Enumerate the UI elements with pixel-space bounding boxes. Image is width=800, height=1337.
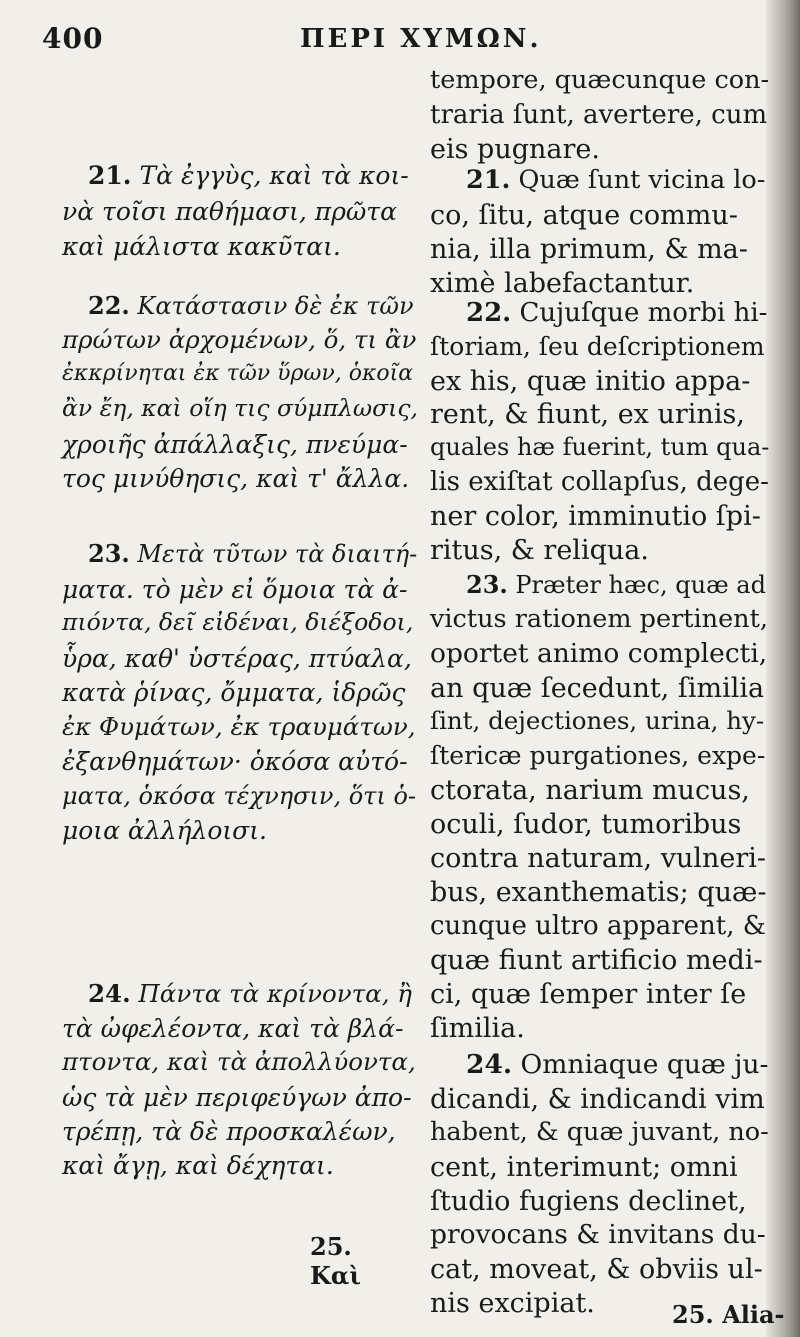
greek-para-23-line-3: πιόντα, δεῖ εἰδέναι, διέξοδοι,: [62, 608, 414, 636]
latin-para-23-line-12: quæ fiunt artificio medi-: [430, 945, 763, 976]
greek-para-23-line-1: 23. Μετὰ τῦτων τὰ διαιτή-: [88, 539, 418, 568]
latin-para-22-line-5: quales hæ fuerint, tum qua-: [430, 433, 770, 461]
latin-para-23-line-8: oculi, ſudor, tumoribus: [430, 809, 742, 840]
greek-para-24-line-3: πτοντα, καὶ τὰ ἀπολλύοντα,: [62, 1047, 416, 1076]
latin-para-21-line-1: 21. Quæ ſunt vicina lo-: [466, 165, 766, 195]
greek-para-22-line-4: ἂν ἔη, καὶ οἵη τις σύμπλωσις,: [62, 394, 418, 422]
greek-para-23-line-6: ἐκ Φυμάτων, ἐκ τραυμάτων,: [62, 712, 416, 741]
greek-para-23-line-9: μοια ἀλλήλοισι.: [62, 816, 267, 845]
greek-para-22-line-3: ἐκκρίνηται ἐκ τῶν ὕρων, ὁκοῖα: [62, 361, 414, 386]
latin-para-24-line-4: cent, interimunt; omni: [430, 1152, 738, 1183]
latin-intro-line-3: eis pugnare.: [430, 134, 600, 165]
latin-intro-line-2: traria ſunt, avertere, cum: [430, 100, 768, 130]
greek-para-21-line-1: 21. Τὰ ἐγγὺς, καὶ τὰ κοι-: [88, 161, 409, 190]
running-head: ΠΕΡΙ ΧΥΜΩΝ.: [300, 24, 542, 54]
greek-para-24-line-1: 24. Πάντα τὰ κρίνοντα, ἢ: [88, 979, 412, 1008]
latin-para-23-line-3: oportet animo complecti,: [430, 638, 768, 669]
greek-para-24-line-6: καὶ ἄγῃ, καὶ δέχηται.: [62, 1151, 334, 1180]
latin-para-23-line-13: ci, quæ ſemper inter ſe: [430, 979, 747, 1010]
latin-intro-line-1: tempore, quæcunque con-: [430, 65, 770, 95]
latin-para-22-line-6: lis exiſtat collapſus, dege-: [430, 467, 769, 497]
greek-para-22-line-1: 22. Κατάστασιν δὲ ἐκ τῶν: [88, 291, 414, 320]
latin-para-23-line-4: an quæ ſecedunt, ſimilia: [430, 673, 765, 704]
latin-para-22-line-8: ritus, & reliqua.: [430, 535, 649, 566]
latin-para-24-line-1: 24. Omniaque quæ ju-: [466, 1049, 769, 1080]
page-number: 400: [42, 22, 104, 55]
greek-para-23-line-5: κατὰ ῥίνας, ὄμματα, ἱδρῶς: [62, 678, 406, 707]
latin-para-23-line-6: ſtericæ purgationes, expe-: [430, 741, 766, 770]
latin-para-23-line-7: ctorata, narium mucus,: [430, 775, 750, 806]
greek-para-24-line-4: ὡς τὰ μὲν περιφεύγων ἀπο-: [62, 1083, 412, 1112]
latin-para-24-line-8: nis excipiat.: [430, 1288, 595, 1319]
latin-para-21-line-3: nia, illa primum, & ma-: [430, 234, 748, 265]
latin-para-21-line-4: ximè labefactantur.: [430, 268, 695, 299]
latin-para-23-line-1: 23. Præter hæc, quæ ad: [466, 570, 766, 599]
latin-para-23-line-5: ſint, dejectiones, urina, hy-: [430, 706, 765, 735]
latin-para-23-line-11: cunque ultro apparent, &: [430, 911, 766, 941]
latin-para-24-line-2: dicandi, & indicandi vim: [430, 1084, 765, 1115]
latin-para-24-line-5: ſtudio fugiens declinet,: [430, 1186, 747, 1217]
latin-para-21-line-2: co, ſitu, atque commu-: [430, 200, 738, 231]
greek-para-23-line-2: ματα. τὸ μὲν εἰ ὅμοια τὰ ἀ-: [62, 575, 408, 604]
latin-para-22-line-7: ner color, imminutio ſpi-: [430, 501, 761, 532]
latin-para-24-line-7: cat, moveat, & obviis ul-: [430, 1254, 763, 1285]
latin-catchword: 25. Alia-: [672, 1300, 785, 1329]
latin-para-22-line-3: ex his, quæ initio appa-: [430, 366, 751, 397]
greek-para-24-line-5: τρέπῃ, τὰ δὲ προσκαλέων,: [62, 1117, 396, 1146]
latin-para-22-line-1: 22. Cujuſque morbi hi-: [466, 298, 768, 328]
greek-para-23-line-8: ματα, ὁκόσα τέχνησιν, ὅτι ὁ-: [62, 782, 417, 810]
greek-para-22-line-6: τος μινύθησις, καὶ τ' ἄλλα.: [62, 464, 410, 493]
latin-para-24-line-3: habent, & quæ juvant, no-: [430, 1117, 769, 1147]
latin-para-23-line-9: contra naturam, vulneri-: [430, 843, 767, 874]
greek-para-23-line-4: ὗρα, καθ' ὑστέρας, πτύαλα,: [62, 644, 412, 673]
greek-para-22-line-2: πρώτων ἀρχομένων, ὅ, τι ἂν: [62, 325, 417, 354]
latin-para-24-line-6: provocans & invitans du-: [430, 1219, 766, 1250]
greek-para-22-line-5: χροιῆς ἀπάλλαξις, πνεύμα-: [62, 430, 408, 459]
latin-para-23-line-14: ſimilia.: [430, 1013, 525, 1044]
greek-para-24-line-2: τὰ ὠφελέοντα, καὶ τὰ βλά-: [62, 1014, 404, 1043]
greek-para-23-line-7: ἐξανθημάτων· ὁκόσα αὐτό-: [62, 747, 408, 776]
greek-catchword: 25. Καὶ: [310, 1232, 361, 1290]
latin-para-23-line-10: bus, exanthematis; quæ-: [430, 877, 767, 908]
latin-para-22-line-4: rent, & fiunt, ex urinis,: [430, 399, 745, 430]
page-gutter-shadow: [766, 0, 800, 1337]
latin-para-23-line-2: victus rationem pertinent,: [430, 604, 768, 634]
latin-para-22-line-2: ſtoriam, ſeu deſcriptionem: [430, 332, 765, 361]
greek-para-21-line-3: καὶ μάλιστα κακῦται.: [62, 232, 341, 261]
greek-para-21-line-2: νὰ τοῖσι παθήμασι, πρῶτα: [62, 197, 397, 226]
